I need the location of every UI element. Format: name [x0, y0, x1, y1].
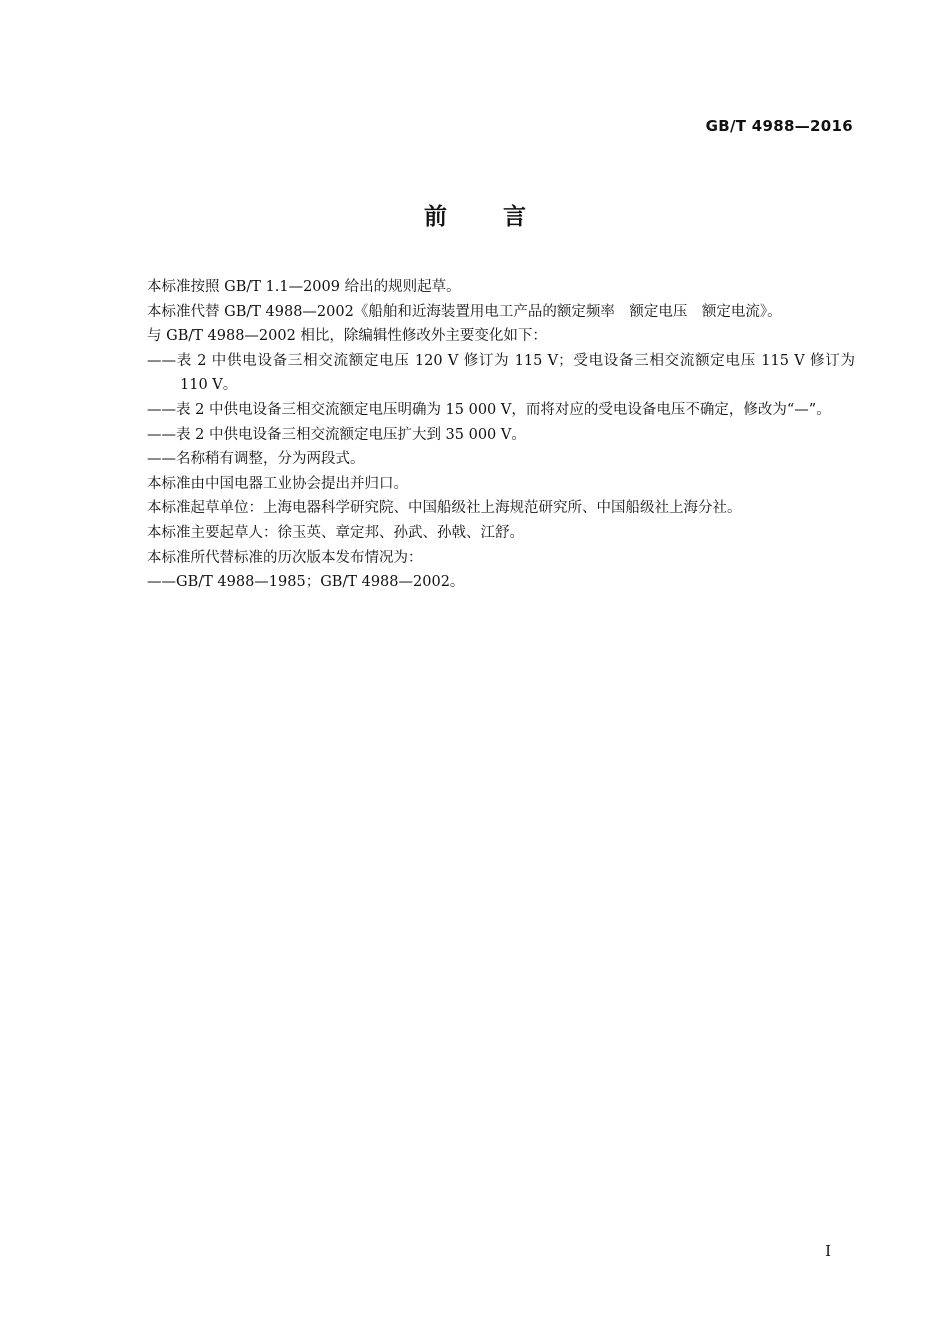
change-item-4: ——名称稍有调整，分为两段式。	[147, 451, 365, 468]
paragraph-drafting-units: 本标准起草单位：上海电器科学研究院、中国船级社上海规范研究所、中国船级社上海分社。	[147, 500, 742, 517]
paragraph-replaces: 本标准代替 GB/T 4988—2002《船舶和近海装置用电工产品的额定频率 额定电压 额定电流》。	[147, 303, 782, 320]
paragraph-changes-intro: 与 GB/T 4988—2002 相比，除编辑性修改外主要变化如下：	[147, 328, 547, 345]
history-item: ——GB/T 4988—1985；GB/T 4988—2002。	[147, 574, 465, 591]
paragraph-history-intro: 本标准所代替标准的历次版本发布情况为：	[147, 549, 423, 566]
page-title: 前言	[424, 204, 582, 230]
document-code: GB/T 4988—2016	[705, 117, 853, 135]
change-item-2: ——表 2 中供电设备三相交流额定电压明确为 15 000 V，而将对应的受电设备电压不确定，修改为“—”。	[147, 401, 831, 418]
page-number: I	[825, 1242, 831, 1260]
change-item-1: ——表 2 中供电设备三相交流额定电压 120 V 修订为 115 V；受电设备三相交流额定电压 115 V 修订为 110 V。	[147, 352, 855, 394]
change-item-3: ——表 2 中供电设备三相交流额定电压扩大到 35 000 V。	[147, 426, 526, 443]
paragraph-proposed-by: 本标准由中国电器工业协会提出并归口。	[147, 475, 408, 492]
document-body	[147, 275, 855, 595]
paragraph-drafting-rules: 本标准按照 GB/T 1.1—2009 给出的规则起草。	[147, 279, 461, 295]
paragraph-drafters: 本标准主要起草人：徐玉英、章定邦、孙武、孙戟、江舒。	[147, 524, 524, 541]
